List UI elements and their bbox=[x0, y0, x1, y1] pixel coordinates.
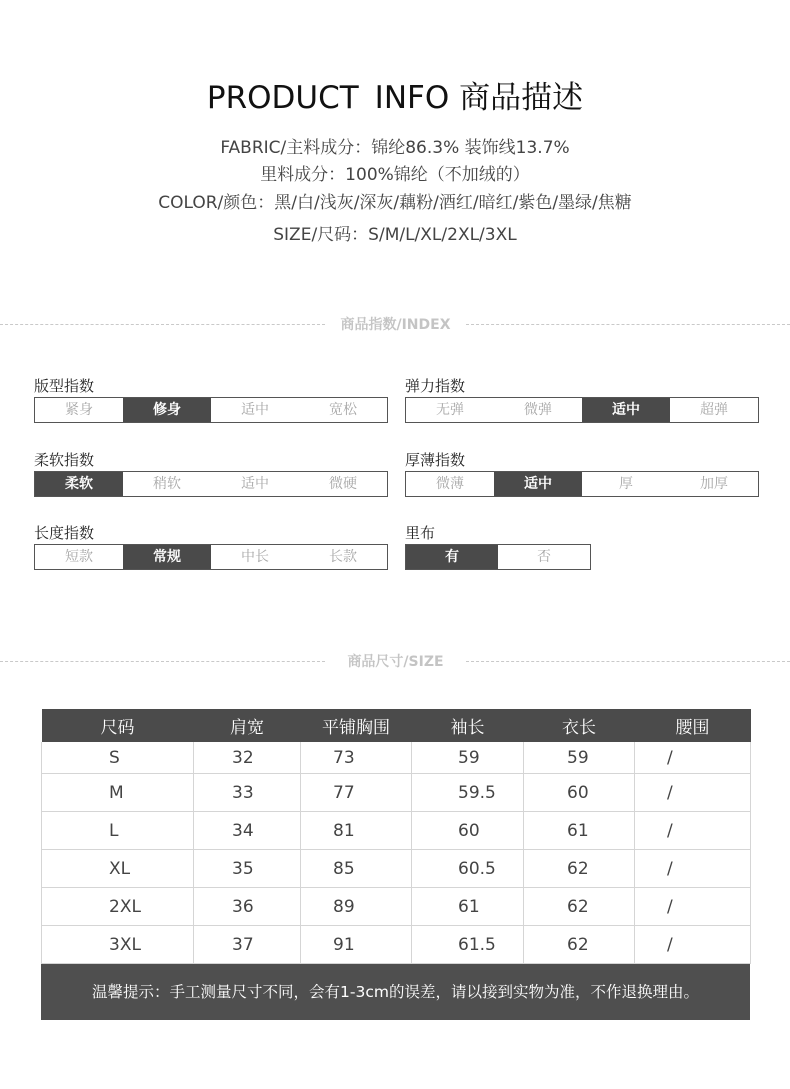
header-cell: 平铺胸围 bbox=[301, 709, 412, 742]
index-option-selected: 柔软 bbox=[35, 472, 123, 496]
index-option: 中长 bbox=[241, 549, 269, 565]
index-scale bbox=[405, 471, 759, 497]
table-cell: L bbox=[42, 812, 194, 850]
table-cell: / bbox=[635, 774, 751, 812]
index-scale bbox=[34, 397, 388, 423]
table-cell: 60 bbox=[412, 812, 524, 850]
table-cell: / bbox=[635, 926, 751, 964]
table-cell: 60.5 bbox=[412, 850, 524, 888]
index-scale bbox=[34, 471, 388, 497]
table-row bbox=[42, 812, 751, 850]
table-cell: 37 bbox=[194, 926, 301, 964]
header-cell: 肩宽 bbox=[194, 709, 301, 742]
table-cell: / bbox=[635, 888, 751, 926]
page-title bbox=[0, 72, 790, 117]
index-scale bbox=[405, 544, 591, 570]
fabric-info: FABRIC/主料成分：锦纶86.3% 装饰线13.7% bbox=[220, 138, 570, 158]
index-option: 短款 bbox=[65, 549, 93, 565]
index-option: 紧身 bbox=[65, 402, 93, 418]
table-cell: 33 bbox=[194, 774, 301, 812]
index-title: 版型指数 bbox=[34, 377, 95, 395]
table-cell: / bbox=[635, 742, 751, 774]
divider-line-left bbox=[0, 661, 325, 662]
table-cell: 62 bbox=[524, 926, 635, 964]
index-fit bbox=[34, 375, 388, 423]
table-row bbox=[42, 742, 751, 774]
index-option: 超弹 bbox=[700, 402, 728, 418]
header-cell: 衣长 bbox=[524, 709, 635, 742]
table-cell: 59 bbox=[524, 742, 635, 774]
index-title: 弹力指数 bbox=[405, 377, 466, 395]
index-option-selected: 修身 bbox=[123, 398, 211, 422]
size-table bbox=[41, 709, 751, 964]
index-divider-label: 商品指数/INDEX bbox=[340, 317, 451, 333]
table-cell: M bbox=[42, 774, 194, 812]
title-cn: 商品描述 bbox=[459, 80, 584, 116]
size-info: SIZE/尺码：S/M/L/XL/2XL/3XL bbox=[273, 225, 517, 245]
table-cell: 85 bbox=[301, 850, 412, 888]
table-row bbox=[42, 774, 751, 812]
index-title: 里布 bbox=[405, 524, 436, 542]
lining-info: 里料成分：100%锦纶（不加绒的） bbox=[260, 165, 530, 185]
index-option-selected: 有 bbox=[406, 545, 498, 569]
table-cell: 62 bbox=[524, 888, 635, 926]
index-option-selected: 常规 bbox=[123, 545, 211, 569]
table-cell: 32 bbox=[194, 742, 301, 774]
index-option-selected: 适中 bbox=[494, 472, 582, 496]
title-en: PRODUCT bbox=[206, 80, 359, 116]
index-option: 适中 bbox=[241, 476, 269, 492]
index-option: 微硬 bbox=[329, 476, 357, 492]
header-cell: 尺码 bbox=[42, 709, 194, 742]
size-divider bbox=[0, 651, 790, 671]
index-scale bbox=[405, 397, 759, 423]
table-cell: 34 bbox=[194, 812, 301, 850]
index-lining bbox=[405, 522, 591, 570]
index-title: 厚薄指数 bbox=[405, 451, 466, 469]
table-cell: 61 bbox=[412, 888, 524, 926]
table-cell: S bbox=[42, 742, 194, 774]
table-cell: 35 bbox=[194, 850, 301, 888]
table-cell: 60 bbox=[524, 774, 635, 812]
size-table-header bbox=[42, 709, 751, 742]
index-title: 柔软指数 bbox=[34, 451, 95, 469]
title-en-2: INFO bbox=[374, 80, 450, 116]
table-cell: 89 bbox=[301, 888, 412, 926]
table-cell: 3XL bbox=[42, 926, 194, 964]
table-cell: 59 bbox=[412, 742, 524, 774]
index-thickness bbox=[405, 449, 759, 497]
table-cell: 59.5 bbox=[412, 774, 524, 812]
table-cell: / bbox=[635, 812, 751, 850]
divider-line-right bbox=[466, 324, 790, 325]
index-option-selected: 适中 bbox=[582, 398, 670, 422]
index-title: 长度指数 bbox=[34, 524, 95, 542]
divider-line-left bbox=[0, 324, 325, 325]
table-cell: 91 bbox=[301, 926, 412, 964]
header-cell: 袖长 bbox=[412, 709, 524, 742]
index-elasticity bbox=[405, 375, 759, 423]
index-option: 微弹 bbox=[524, 402, 552, 418]
color-info: COLOR/颜色：黑/白/浅灰/深灰/藕粉/酒红/暗红/紫色/墨绿/焦糖 bbox=[158, 193, 632, 213]
index-option: 适中 bbox=[241, 402, 269, 418]
index-option: 厚 bbox=[619, 476, 633, 492]
divider-line-right bbox=[466, 661, 790, 662]
table-row bbox=[42, 926, 751, 964]
table-cell: 81 bbox=[301, 812, 412, 850]
index-option: 长款 bbox=[329, 549, 357, 565]
index-softness bbox=[34, 449, 388, 497]
index-option: 稍软 bbox=[153, 476, 181, 492]
table-cell: XL bbox=[42, 850, 194, 888]
size-divider-label: 商品尺寸/SIZE bbox=[347, 654, 444, 670]
table-cell: / bbox=[635, 850, 751, 888]
index-scale bbox=[34, 544, 388, 570]
index-option: 否 bbox=[537, 549, 551, 565]
table-row bbox=[42, 888, 751, 926]
index-option: 加厚 bbox=[700, 476, 728, 492]
index-option: 宽松 bbox=[329, 402, 357, 418]
index-divider bbox=[0, 314, 790, 334]
table-cell: 36 bbox=[194, 888, 301, 926]
index-option: 无弹 bbox=[436, 402, 464, 418]
table-cell: 61 bbox=[524, 812, 635, 850]
table-cell: 62 bbox=[524, 850, 635, 888]
table-cell: 2XL bbox=[42, 888, 194, 926]
table-row bbox=[42, 850, 751, 888]
measurement-notice: 温馨提示：手工测量尺寸不同，会有1-3cm的误差，请以接到实物为准，不作退换理由。 bbox=[41, 964, 750, 1020]
table-cell: 73 bbox=[301, 742, 412, 774]
index-length bbox=[34, 522, 388, 570]
table-cell: 77 bbox=[301, 774, 412, 812]
index-option: 微薄 bbox=[436, 476, 464, 492]
table-cell: 61.5 bbox=[412, 926, 524, 964]
header-cell: 腰围 bbox=[635, 709, 751, 742]
